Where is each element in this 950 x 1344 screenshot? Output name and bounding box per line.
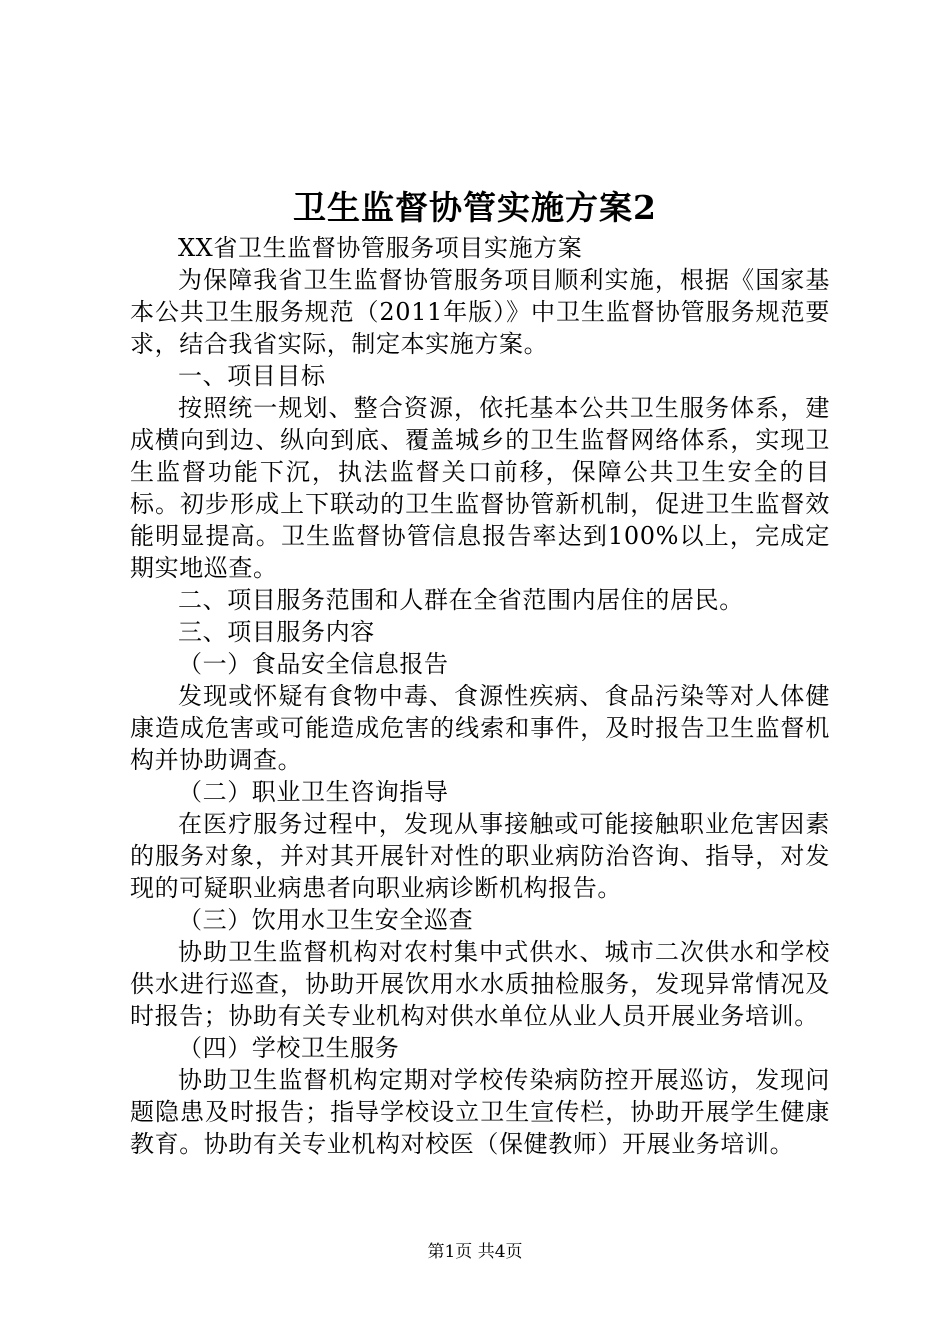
paragraph-intro: 为保障我省卫生监督协管服务项目顺利实施，根据《国家基本公共卫生服务规范（2011年版）》中卫生监督协管服务规范要求，结合我省实际，制定本实施方案。	[130, 266, 830, 358]
heading-service-scope: 二、项目服务范围和人群在全省范围内居住的居民。	[178, 586, 744, 614]
heading-service-content: 三、项目服务内容	[178, 618, 375, 646]
paragraph-project-goal: 按照统一规划、整合资源，依托基本公共卫生服务体系，建成横向到边、纵向到底、覆盖城乡的卫生监督网络体系，实现卫生监督功能下沉，执法监督关口前移，保障公共卫生安全的目标。初步形成上下联动的卫生监督协管新机制，促进卫生监督效能明显提高。卫生监督协管信息报告率达到100%以上，完成定期实地巡查。	[130, 394, 830, 582]
paragraph-food-safety: 发现或怀疑有食物中毒、食源性疾病、食品污染等对人体健康造成危害或可能造成危害的线索和事件，及时报告卫生监督机构并协助调查。	[130, 682, 830, 774]
document-body	[130, 232, 830, 1160]
subheading-food-safety: （一）食品安全信息报告	[178, 650, 449, 678]
subheading-occupational-health: （二）职业卫生咨询指导	[178, 778, 449, 806]
heading-project-goal: 一、项目目标	[178, 362, 326, 390]
paragraph-subtitle: XX省卫生监督协管服务项目实施方案	[178, 234, 583, 262]
subheading-drinking-water: （三）饮用水卫生安全巡查	[178, 906, 474, 934]
page-number-footer: 第1页 共4页	[427, 1242, 523, 1262]
document-title: 卫生监督协管实施方案2	[293, 188, 657, 227]
paragraph-school-health: 协助卫生监督机构定期对学校传染病防控开展巡访，发现问题隐患及时报告；指导学校设立卫生宣传栏，协助开展学生健康教育。协助有关专业机构对校医（保健教师）开展业务培训。	[130, 1066, 830, 1158]
paragraph-drinking-water: 协助卫生监督机构对农村集中式供水、城市二次供水和学校供水进行巡查，协助开展饮用水水质抽检服务，发现异常情况及时报告；协助有关专业机构对供水单位从业人员开展业务培训。	[130, 938, 830, 1030]
subheading-school-health: （四）学校卫生服务	[178, 1034, 400, 1062]
paragraph-occupational-health: 在医疗服务过程中，发现从事接触或可能接触职业危害因素的服务对象，并对其开展针对性的职业病防治咨询、指导，对发现的可疑职业病患者向职业病诊断机构报告。	[130, 810, 830, 902]
